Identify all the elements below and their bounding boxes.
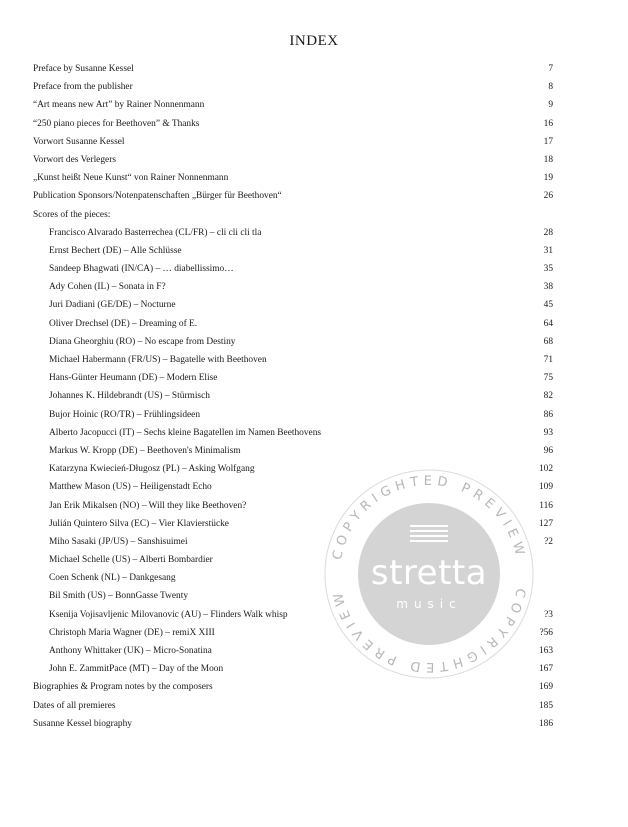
score-entry bbox=[33, 278, 553, 296]
entry-page-number: 45 bbox=[543, 300, 553, 311]
entry-page-number: 96 bbox=[543, 445, 553, 456]
entry-title: Diana Gheorghiu (RO) – No escape from Destiny bbox=[49, 336, 236, 347]
index-entry bbox=[33, 96, 553, 114]
watermark-bottom-text: COPYRIGHTED PREVIEW bbox=[329, 586, 528, 675]
entry-title: “250 piano pieces for Beethoven” & Thanks bbox=[33, 118, 200, 129]
index-entry bbox=[33, 133, 553, 151]
entry-page-number: 9 bbox=[548, 100, 553, 111]
entry-page-number: 109 bbox=[538, 482, 553, 493]
index-entry bbox=[33, 60, 553, 78]
score-entry bbox=[33, 406, 553, 424]
entry-title: Ady Cohen (IL) – Sonata in F? bbox=[49, 282, 166, 293]
entry-page-number: ?2 bbox=[544, 536, 553, 547]
entry-title: Sandeep Bhagwati (IN/CA) – … diabellissimo… bbox=[49, 264, 234, 275]
entry-page-number: 185 bbox=[538, 700, 553, 711]
entry-title: Ernst Bechert (DE) – Alle Schlüsse bbox=[49, 245, 182, 256]
entry-page-number: 16 bbox=[543, 118, 553, 129]
entry-title: Dates of all premieres bbox=[33, 700, 116, 711]
entry-title: Juri Dadiani (GE/DE) – Nocturne bbox=[49, 300, 176, 311]
entry-title: Katarzyna Kwiecień-Długosz (PL) – Asking Wolfgang bbox=[49, 464, 255, 475]
entry-title: Vorwort des Verlegers bbox=[33, 154, 116, 165]
entry-page-number: 64 bbox=[543, 318, 553, 329]
entry-title: John E. ZammitPace (MT) – Day of the Moon bbox=[49, 664, 224, 675]
entry-title: Susanne Kessel biography bbox=[33, 718, 132, 729]
entry-title: Miho Sasaki (JP/US) – Sanshisuimei bbox=[49, 536, 188, 547]
entry-title: Vorwort Susanne Kessel bbox=[33, 136, 125, 147]
entry-page-number: 163 bbox=[538, 646, 553, 656]
score-entry bbox=[33, 315, 553, 333]
index-entry bbox=[33, 78, 553, 96]
index-entry bbox=[33, 115, 553, 133]
entry-page-number: 127 bbox=[538, 518, 553, 529]
entry-title: “Art means new Art” by Rainer Nonnenmann bbox=[33, 100, 205, 111]
entry-title: Preface by Susanne Kessel bbox=[33, 64, 134, 74]
entry-title: Alberto Jacopucci (IT) – Sechs kleine Bagatellen im Namen Beethovens bbox=[49, 427, 322, 438]
score-entry bbox=[33, 369, 553, 387]
entry-title: Matthew Mason (US) – Heiligenstadt Echo bbox=[49, 482, 212, 493]
entry-title: „Kunst heißt Neue Kunst“ von Rainer Nonnenmann bbox=[33, 173, 229, 184]
entry-title: Preface from the publisher bbox=[33, 82, 133, 93]
score-entry bbox=[33, 442, 553, 460]
score-entry bbox=[33, 424, 553, 442]
score-entry bbox=[33, 260, 553, 278]
entry-title: Johannes K. Hildebrandt (US) – Stürmisch bbox=[49, 391, 210, 402]
entry-title: Jan Erik Mikalsen (NO) – Will they like Beethoven? bbox=[49, 500, 247, 511]
index-entry bbox=[33, 697, 553, 715]
score-entry bbox=[33, 351, 553, 369]
entry-title: Publication Sponsors/Notenpatenschaften „Bürger für Beethoven“ bbox=[33, 191, 282, 202]
entry-title: Oliver Drechsel (DE) – Dreaming of E. bbox=[49, 318, 198, 329]
entry-page-number: 82 bbox=[543, 391, 553, 402]
watermark-top-text: COPYRIGHTED PREVIEW bbox=[330, 473, 529, 562]
entry-page-number: 68 bbox=[543, 336, 553, 347]
entry-page-number: 167 bbox=[538, 664, 553, 675]
entry-title: Coen Schenk (NL) – Dankgesang bbox=[49, 573, 176, 584]
entry-title: Markus W. Kropp (DE) – Beethoven's Minimalism bbox=[49, 445, 241, 456]
entry-title: Francisco Alvarado Basterrechea (CL/FR) – cli cli cli tla bbox=[49, 227, 262, 238]
watermark-subtitle: music bbox=[396, 597, 462, 611]
index-entry bbox=[33, 715, 553, 733]
entry-title: Christoph Maria Wagner (DE) – remiX XIII bbox=[49, 627, 215, 638]
entry-page-number: 102 bbox=[538, 464, 553, 475]
entry-page-number: ?56 bbox=[539, 627, 553, 638]
index-entry bbox=[33, 169, 553, 187]
score-entry bbox=[33, 242, 553, 260]
watermark-lines-icon bbox=[410, 525, 448, 545]
page-title: INDEX bbox=[289, 33, 339, 49]
entry-page-number: 86 bbox=[543, 409, 553, 420]
entry-title: Bujor Hoinic (RO/TR) – Frühlingsideen bbox=[49, 409, 201, 420]
entry-page-number: 35 bbox=[543, 264, 553, 275]
score-entry bbox=[33, 387, 553, 405]
entry-page-number: 71 bbox=[543, 355, 553, 365]
entry-title: Julián Quintero Silva (EC) – Vier Klavierstücke bbox=[49, 518, 229, 529]
entry-page-number: 186 bbox=[538, 718, 553, 729]
entry-page-number: 169 bbox=[538, 682, 553, 693]
score-entry bbox=[33, 333, 553, 351]
entry-page-number: 8 bbox=[548, 82, 553, 93]
index-entry bbox=[33, 151, 553, 169]
entry-page-number: 26 bbox=[543, 191, 553, 202]
entry-page-number: 7 bbox=[548, 64, 553, 74]
entry-page-number: 28 bbox=[543, 227, 553, 238]
entry-title: Michael Schelle (US) – Alberti Bombardier bbox=[49, 555, 213, 566]
entry-title: Ksenija Vojisavljenic Milovanovic (AU) – Flinders Walk whisp bbox=[49, 609, 288, 620]
score-entry bbox=[33, 224, 553, 242]
entry-title: Bil Smith (US) – BonnGasse Twenty bbox=[49, 591, 189, 602]
entry-title: Scores of the pieces: bbox=[33, 209, 111, 220]
entry-page-number: 75 bbox=[543, 373, 553, 384]
entry-page-number: 38 bbox=[543, 282, 553, 293]
score-entry bbox=[33, 296, 553, 314]
watermark-logo: stretta bbox=[370, 553, 488, 593]
index-entry bbox=[33, 206, 553, 224]
entry-page-number: ?3 bbox=[544, 609, 553, 620]
entry-page-number: 19 bbox=[543, 173, 553, 184]
copyright-watermark bbox=[318, 463, 540, 685]
entry-page-number: 17 bbox=[543, 136, 553, 147]
entry-title: Anthony Whittaker (UK) – Micro-Sonatina bbox=[49, 646, 212, 656]
entry-page-number: 93 bbox=[543, 427, 553, 438]
entry-page-number: 116 bbox=[539, 500, 553, 511]
entry-title: Biographies & Program notes by the composers bbox=[33, 682, 213, 693]
entry-page-number: 31 bbox=[543, 245, 553, 256]
entry-page-number: 18 bbox=[543, 154, 553, 165]
entry-title: Michael Habermann (FR/US) – Bagatelle with Beethoven bbox=[49, 355, 267, 365]
index-entry bbox=[33, 187, 553, 205]
entry-title: Hans-Günter Heumann (DE) – Modern Elise bbox=[49, 373, 218, 384]
